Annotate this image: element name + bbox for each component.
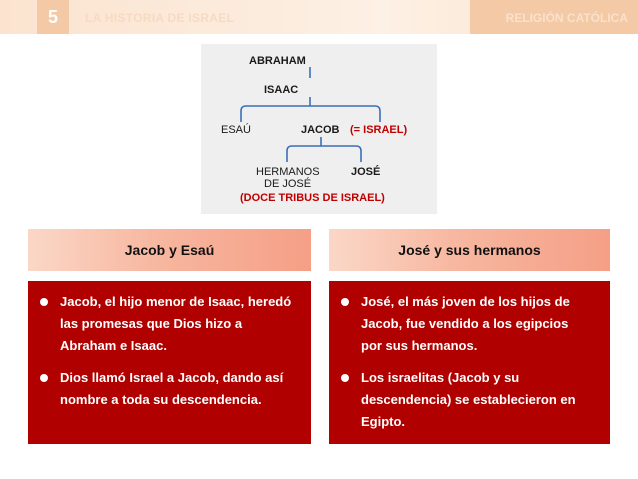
tree-isaac: ISAAC: [264, 84, 299, 96]
family-tree: [201, 44, 437, 214]
tree-esau: ESAÚ: [221, 124, 251, 136]
subject-band: [470, 0, 638, 34]
bullet-icon: [341, 374, 349, 382]
tree-tribes: (DOCE TRIBUS DE ISRAEL): [240, 192, 385, 204]
subject-label: RELIGIÓN CATÓLICA: [505, 11, 628, 25]
list-item: [40, 367, 293, 411]
chapter-number: 5: [37, 0, 69, 34]
bullet-text: Los israelitas (Jacob y su descendencia) se establecieron en Egipto.: [361, 370, 576, 429]
bullet-icon: [40, 374, 48, 382]
bullet-text: Dios llamó Israel a Jacob, dando así nombre a toda su descendencia.: [60, 370, 284, 407]
tree-brothers-line2: DE JOSÉ: [264, 178, 312, 190]
connector-jacob-sons: [287, 146, 361, 162]
tree-abraham: ABRAHAM: [249, 55, 306, 67]
panel-body-jacob-esau: [28, 281, 311, 444]
list-item: [341, 367, 592, 433]
bullet-icon: [341, 298, 349, 306]
bullet-text: José, el más joven de los hijos de Jacob, fue vendido a los egipcios por sus hermanos.: [361, 294, 570, 353]
panel-title-jacob-esau: Jacob y Esaú: [28, 229, 311, 271]
bullet-icon: [40, 298, 48, 306]
panel-body-jose-brothers: [329, 281, 610, 444]
tree-brothers-line1: HERMANOS: [256, 166, 320, 178]
tree-jose: JOSÉ: [351, 166, 381, 178]
list-item: [341, 291, 592, 357]
tree-jacob-alias: (= ISRAEL): [350, 124, 408, 136]
bullet-text: Jacob, el hijo menor de Isaac, heredó las promesas que Dios hizo a Abraham e Isaac.: [60, 294, 292, 353]
page-header: [0, 0, 638, 34]
list-item: [40, 291, 293, 357]
chapter-title: LA HISTORIA DE ISRAEL: [85, 11, 235, 25]
panel-title-jose-brothers: José y sus hermanos: [329, 229, 610, 271]
tree-jacob: JACOB: [301, 124, 340, 136]
connector-isaac-sons: [241, 106, 380, 122]
